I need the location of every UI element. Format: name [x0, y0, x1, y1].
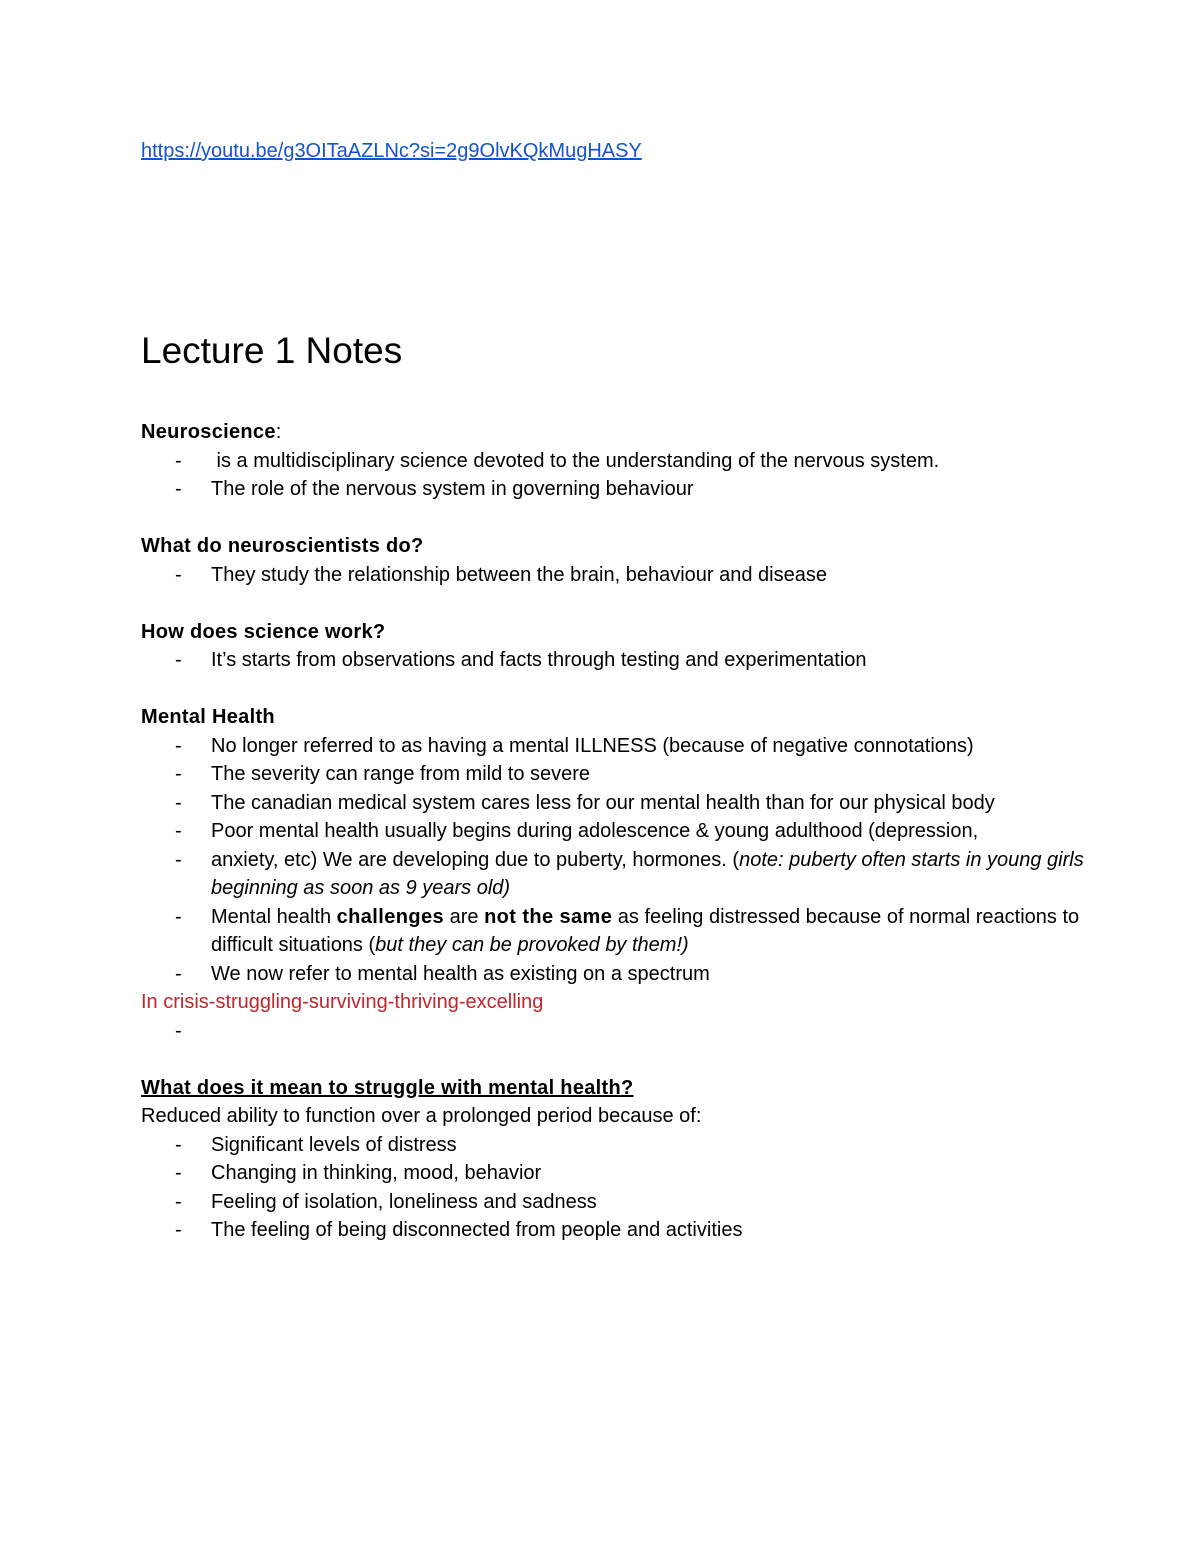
youtube-link[interactable]: https://youtu.be/g3OITaAZLNc?si=2g9OlvKQkMugHASY	[141, 140, 642, 162]
list-item-text: The feeling of being disconnected from people and activities	[211, 1219, 743, 1241]
dash-bullet: -	[175, 649, 182, 671]
list-item	[141, 561, 1101, 590]
section-mental-health	[141, 703, 1101, 1045]
bullet-list	[141, 1017, 1101, 1046]
dash-bullet: -	[175, 1133, 182, 1156]
bullet-list	[141, 646, 1101, 675]
italic-note: but they can be provoked by them!)	[375, 934, 689, 956]
list-item-text: Mental health	[211, 905, 337, 928]
list-item	[141, 760, 1101, 789]
list-item	[141, 960, 1101, 989]
notes-body	[141, 418, 1101, 1245]
dash-bullet: -	[175, 905, 182, 928]
list-item-text: is a multidisciplinary science devoted to the understanding of the nervous system.	[211, 449, 940, 472]
list-item	[141, 1159, 1101, 1188]
list-item	[141, 789, 1101, 818]
dash-bullet: -	[175, 734, 182, 757]
list-item-text: anxiety, etc) We are developing due to puberty, hormones. (	[211, 848, 740, 871]
heading-colon: :	[275, 421, 282, 443]
section-neuroscientists	[141, 532, 1101, 589]
section-heading: Mental Health	[141, 706, 275, 728]
italic-note: note: puberty often starts in young girls beginning as soon as 9 years old)	[211, 848, 1084, 899]
list-item-text: Feeling of isolation, loneliness and sadness	[211, 1190, 597, 1213]
list-item	[141, 447, 1101, 476]
list-item-text: The role of the nervous system in governing behaviour	[211, 478, 694, 500]
list-item-text: It’s starts from observations and facts through testing and experimentation	[211, 649, 867, 671]
dash-bullet: -	[175, 791, 182, 814]
list-item-text: The severity can range from mild to severe	[211, 763, 591, 785]
list-item-text: Significant levels of distress	[211, 1133, 457, 1156]
bullet-list	[141, 1131, 1101, 1245]
list-item-text: We now refer to mental health as existing on a spectrum	[211, 962, 710, 985]
dash-bullet: -	[175, 1190, 182, 1213]
list-item	[141, 1017, 1101, 1046]
dash-bullet: -	[175, 763, 182, 785]
dash-bullet: -	[175, 962, 182, 985]
list-item	[141, 903, 1101, 960]
page-title: Lecture 1 Notes	[141, 330, 403, 371]
list-item	[141, 1188, 1101, 1217]
list-item-text: No longer referred to as having a mental ILLNESS (because of negative connotations)	[211, 734, 974, 757]
list-item	[141, 475, 1101, 504]
section-heading: How does science work?	[141, 620, 386, 643]
bold-text: not the same	[484, 905, 613, 928]
section-heading: What does it mean to struggle with mental health?	[141, 1076, 634, 1099]
dash-bullet: -	[175, 1019, 182, 1042]
list-item	[141, 846, 1101, 903]
section-neuroscience	[141, 418, 1101, 504]
dash-bullet: -	[175, 848, 182, 871]
list-item	[141, 732, 1101, 761]
dash-bullet: -	[175, 449, 182, 472]
section-science	[141, 618, 1101, 675]
dash-bullet: -	[175, 820, 182, 842]
list-item-text: as feeling distressed because of normal reactions to difficult situations (	[211, 905, 1080, 956]
list-item	[141, 817, 1101, 846]
spectrum-line: In crisis-struggling-surviving-thriving-excelling	[141, 991, 544, 1013]
list-item-text: The canadian medical system cares less for our mental health than for our physical body	[211, 791, 995, 814]
section-heading: What do neuroscientists do?	[141, 535, 424, 557]
dash-bullet: -	[175, 478, 182, 500]
intro-text: Reduced ability to function over a prolonged period because of:	[141, 1105, 702, 1127]
bold-text: challenges	[336, 905, 445, 928]
list-item	[141, 646, 1101, 675]
bullet-list	[141, 732, 1101, 989]
bullet-list	[141, 447, 1101, 504]
list-item-text: are	[444, 905, 485, 928]
section-struggle	[141, 1074, 1101, 1245]
list-item-text: They study the relationship between the brain, behaviour and disease	[211, 563, 827, 586]
list-item-text: Poor mental health usually begins during adolescence & young adulthood (depression,	[211, 820, 979, 842]
dash-bullet: -	[175, 563, 182, 586]
section-heading	[141, 418, 1101, 447]
dash-bullet: -	[175, 1219, 182, 1241]
dash-bullet: -	[175, 1162, 182, 1184]
list-item	[141, 1216, 1101, 1245]
list-item-text: Changing in thinking, mood, behavior	[211, 1162, 542, 1184]
list-item	[141, 1131, 1101, 1160]
heading-text: Neuroscience	[141, 421, 276, 443]
bullet-list	[141, 561, 1101, 590]
